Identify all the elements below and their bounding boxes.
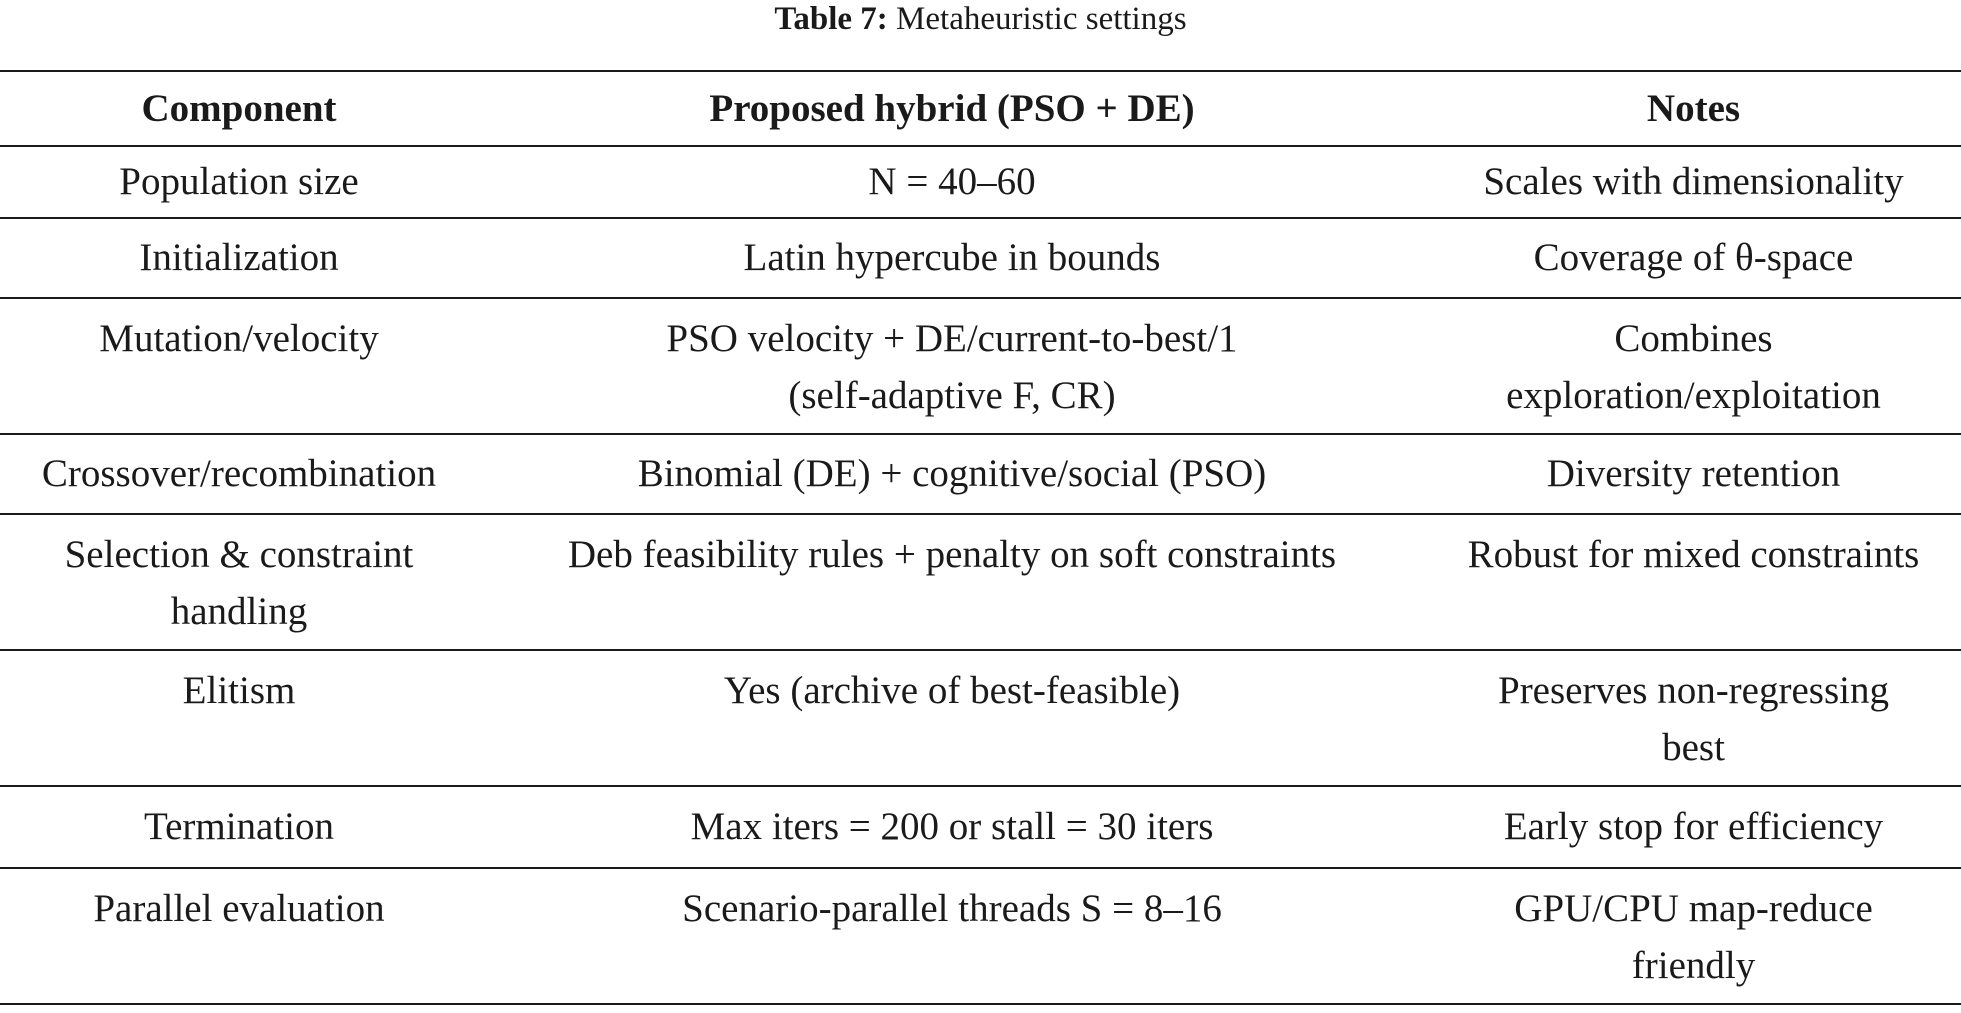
component-cell: [0, 514, 478, 650]
notes-cell: Coverage of θ-space: [1426, 218, 1961, 298]
table-row: [0, 868, 1961, 1004]
cell-line: Parallel evaluation: [93, 887, 385, 930]
hybrid-cell: [478, 650, 1426, 786]
cell-line: Scenario-parallel threads S = 8–16: [682, 887, 1222, 930]
table-row: [0, 786, 1961, 868]
cell-line: Combines: [1614, 317, 1773, 360]
hybrid-cell: Max iters = 200 or stall = 30 iters: [478, 786, 1426, 868]
hybrid-cell: [478, 298, 1426, 434]
cell-line: Robust for mixed constraints: [1467, 533, 1920, 576]
table-row: [0, 514, 1961, 650]
cell-line: exploration/exploitation: [1506, 374, 1881, 417]
hybrid-cell: N = 40–60: [478, 146, 1426, 218]
component-cell: Crossover/recombination: [0, 434, 478, 514]
hybrid-cell: Latin hypercube in bounds: [478, 218, 1426, 298]
table-row: [0, 434, 1961, 514]
component-cell: Initialization: [0, 218, 478, 298]
cell-line: Elitism: [182, 669, 296, 712]
cell-line: Yes (archive of best-feasible): [723, 669, 1181, 712]
cell-line: (self-adaptive F, CR): [788, 374, 1116, 417]
column-header-component: Component: [0, 71, 478, 146]
cell-line: PSO velocity + DE/current-to-best/1: [666, 317, 1238, 360]
component-cell: Termination: [0, 786, 478, 868]
notes-cell: [1426, 298, 1961, 434]
table-row: [0, 298, 1961, 434]
hybrid-cell: Binomial (DE) + cognitive/social (PSO): [478, 434, 1426, 514]
table-row: [0, 650, 1961, 786]
notes-cell: Early stop for efficiency: [1426, 786, 1961, 868]
notes-cell: [1426, 868, 1961, 1004]
table-header-row: [0, 71, 1961, 146]
table-caption-label: Table 7:: [774, 1, 888, 37]
settings-table: [0, 70, 1961, 1005]
table-row: [0, 218, 1961, 298]
notes-cell: [1426, 650, 1961, 786]
cell-line: best: [1662, 726, 1725, 769]
hybrid-cell: [478, 868, 1426, 1004]
cell-line: Selection & constraint: [64, 533, 414, 576]
cell-line: handling: [170, 590, 308, 633]
component-cell: [0, 298, 478, 434]
hybrid-cell: [478, 514, 1426, 650]
table-caption-text: Metaheuristic settings: [896, 1, 1187, 37]
notes-cell: Diversity retention: [1426, 434, 1961, 514]
table-caption: [0, 0, 1961, 38]
notes-cell: [1426, 514, 1961, 650]
cell-line: Deb feasibility rules + penalty on soft constraints: [567, 533, 1337, 576]
cell-line: Mutation/velocity: [99, 317, 379, 360]
column-header-hybrid: Proposed hybrid (PSO + DE): [478, 71, 1426, 146]
cell-line: Preserves non-regressing: [1498, 669, 1889, 712]
table-row: [0, 146, 1961, 218]
component-cell: Population size: [0, 146, 478, 218]
cell-line: friendly: [1631, 944, 1756, 987]
component-cell: [0, 868, 478, 1004]
column-header-notes: Notes: [1426, 71, 1961, 146]
component-cell: [0, 650, 478, 786]
cell-line: GPU/CPU map-reduce: [1514, 887, 1873, 930]
notes-cell: Scales with dimensionality: [1426, 146, 1961, 218]
